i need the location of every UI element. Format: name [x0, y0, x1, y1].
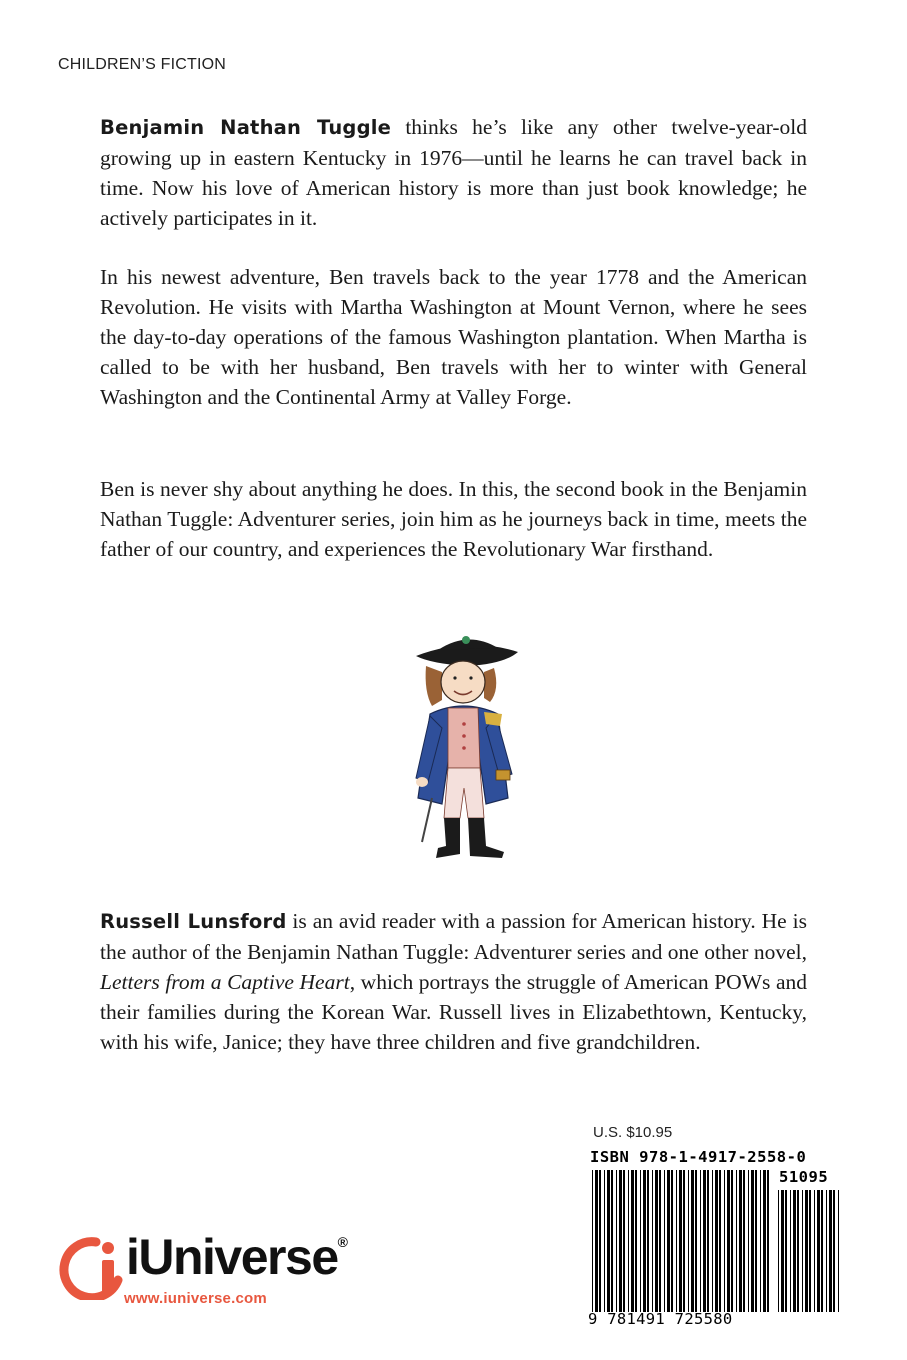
barcode-bar: [611, 1170, 613, 1312]
publisher-name: iUniverse: [126, 1229, 338, 1285]
colonial-boy-illustration: [408, 628, 528, 868]
registered-mark: ®: [337, 1234, 348, 1250]
barcode-bar: [748, 1170, 749, 1312]
barcode-bar: [691, 1170, 694, 1312]
barcode-bar: [688, 1170, 689, 1312]
barcode-bar: [595, 1170, 598, 1312]
barcode-bar: [802, 1190, 803, 1312]
barcode-bar: [643, 1170, 646, 1312]
barcode-bar: [715, 1170, 718, 1312]
barcode-bar: [826, 1190, 827, 1312]
barcode-bar: [703, 1170, 706, 1312]
barcode-bar: [671, 1170, 673, 1312]
blurb-paragraph-1-text: thinks he’s like any other twelve-year-old growing up in eastern Kentucky in 1976—until he learns he can travel back in time. Now his love of American history is more than just book knowledge; he actively participates in it.: [100, 115, 807, 230]
barcode-bar: [631, 1170, 634, 1312]
barcode-bar: [793, 1190, 796, 1312]
author-bio-text-a: is an avid reader with a passion for American history. He is the author of the Benjamin Nathan Tuggle: Adventurer series and one other novel,: [100, 909, 807, 964]
barcode-bar: [655, 1170, 658, 1312]
barcode-bar: [833, 1190, 835, 1312]
barcode-bar: [736, 1170, 737, 1312]
blurb-paragraph-1: [100, 112, 807, 233]
other-book-title: Letters from a Captive Heart: [100, 970, 350, 994]
barcode-bar: [676, 1170, 677, 1312]
barcode-bar: [785, 1190, 787, 1312]
barcode-bar: [683, 1170, 685, 1312]
barcode-bar: [724, 1170, 725, 1312]
barcode-bar: [817, 1190, 820, 1312]
barcode-bar: [623, 1170, 625, 1312]
publisher-logo: [126, 1228, 348, 1286]
isbn-barcode: [592, 1170, 772, 1312]
barcode-bar: [707, 1170, 709, 1312]
isbn-label: ISBN 978-1-4917-2558-0: [590, 1148, 807, 1166]
barcode-bar: [712, 1170, 713, 1312]
barcode-bar: [592, 1170, 593, 1312]
barcode-bar: [599, 1170, 601, 1312]
barcode-bar: [635, 1170, 637, 1312]
barcode-bar: [604, 1170, 605, 1312]
iuniverse-logo-icon: [56, 1236, 126, 1300]
barcode-bar: [619, 1170, 622, 1312]
barcode-bar: [829, 1190, 832, 1312]
blurb-paragraph-2: In his newest adventure, Ben travels back to the year 1778 and the American Revolution. He visits with Martha Washington at Mount Vernon, where he sees the day-to-day operations of the famous Washington plantation. When Martha is called to be with her husband, Ben travels with her to winter with General Washington and the Continental Army at Valley Forge.: [100, 265, 807, 409]
barcode-bar: [743, 1170, 745, 1312]
barcode-bar: [767, 1170, 769, 1312]
barcode-bar: [739, 1170, 742, 1312]
author-bio-text-b: , which portrays the struggle of American POWs and their families during the Korean War. Russell lives in Elizabethtown, Kentucky, with his wife, Janice; they have three children and five grandchildren.: [100, 970, 808, 1054]
barcode-bar: [616, 1170, 617, 1312]
blurb-paragraph-3: Ben is never shy about anything he does. In this, the second book in the Benjamin Nathan Tuggle: Adventurer series, join him as he journeys back in time, meets the father of our country, and experiences the Revolutionary War firsthand.: [100, 477, 807, 561]
barcode-bar: [628, 1170, 629, 1312]
barcode-bar: [838, 1190, 839, 1312]
barcode-bar: [778, 1190, 779, 1312]
barcode-digits: 9 781491 725580: [588, 1310, 733, 1328]
barcode-bar: [731, 1170, 733, 1312]
price: U.S. $10.95: [593, 1124, 673, 1141]
barcode-bar: [719, 1170, 721, 1312]
hero-name: Benjamin Nathan Tuggle: [100, 116, 392, 139]
barcode-bar: [652, 1170, 653, 1312]
barcode-bar: [679, 1170, 682, 1312]
barcode-bar: [607, 1170, 610, 1312]
barcode-bar: [700, 1170, 701, 1312]
barcode-bar: [821, 1190, 823, 1312]
barcode-bar: [695, 1170, 697, 1312]
barcode-bar: [797, 1190, 799, 1312]
barcode-bar: [763, 1170, 766, 1312]
barcode-bar: [790, 1190, 791, 1312]
barcode-bar: [751, 1170, 754, 1312]
barcode-bar: [727, 1170, 730, 1312]
category-label: CHILDREN’S FICTION: [58, 56, 227, 73]
barcode-bar: [664, 1170, 665, 1312]
barcode-bar: [814, 1190, 815, 1312]
barcode-bar: [647, 1170, 649, 1312]
barcode-addon-number: 51095: [779, 1168, 829, 1186]
barcode-bar: [781, 1190, 784, 1312]
publisher-url[interactable]: www.iuniverse.com: [124, 1290, 267, 1307]
barcode-bar: [760, 1170, 761, 1312]
barcode-bar: [805, 1190, 808, 1312]
barcode-bar: [809, 1190, 811, 1312]
barcode-bar: [640, 1170, 641, 1312]
barcode-bar: [667, 1170, 670, 1312]
author-name: Russell Lunsford: [100, 910, 287, 933]
barcode-bar: [755, 1170, 757, 1312]
barcode-addon: [778, 1190, 840, 1312]
barcode-bar: [659, 1170, 661, 1312]
author-bio: [100, 906, 807, 1057]
